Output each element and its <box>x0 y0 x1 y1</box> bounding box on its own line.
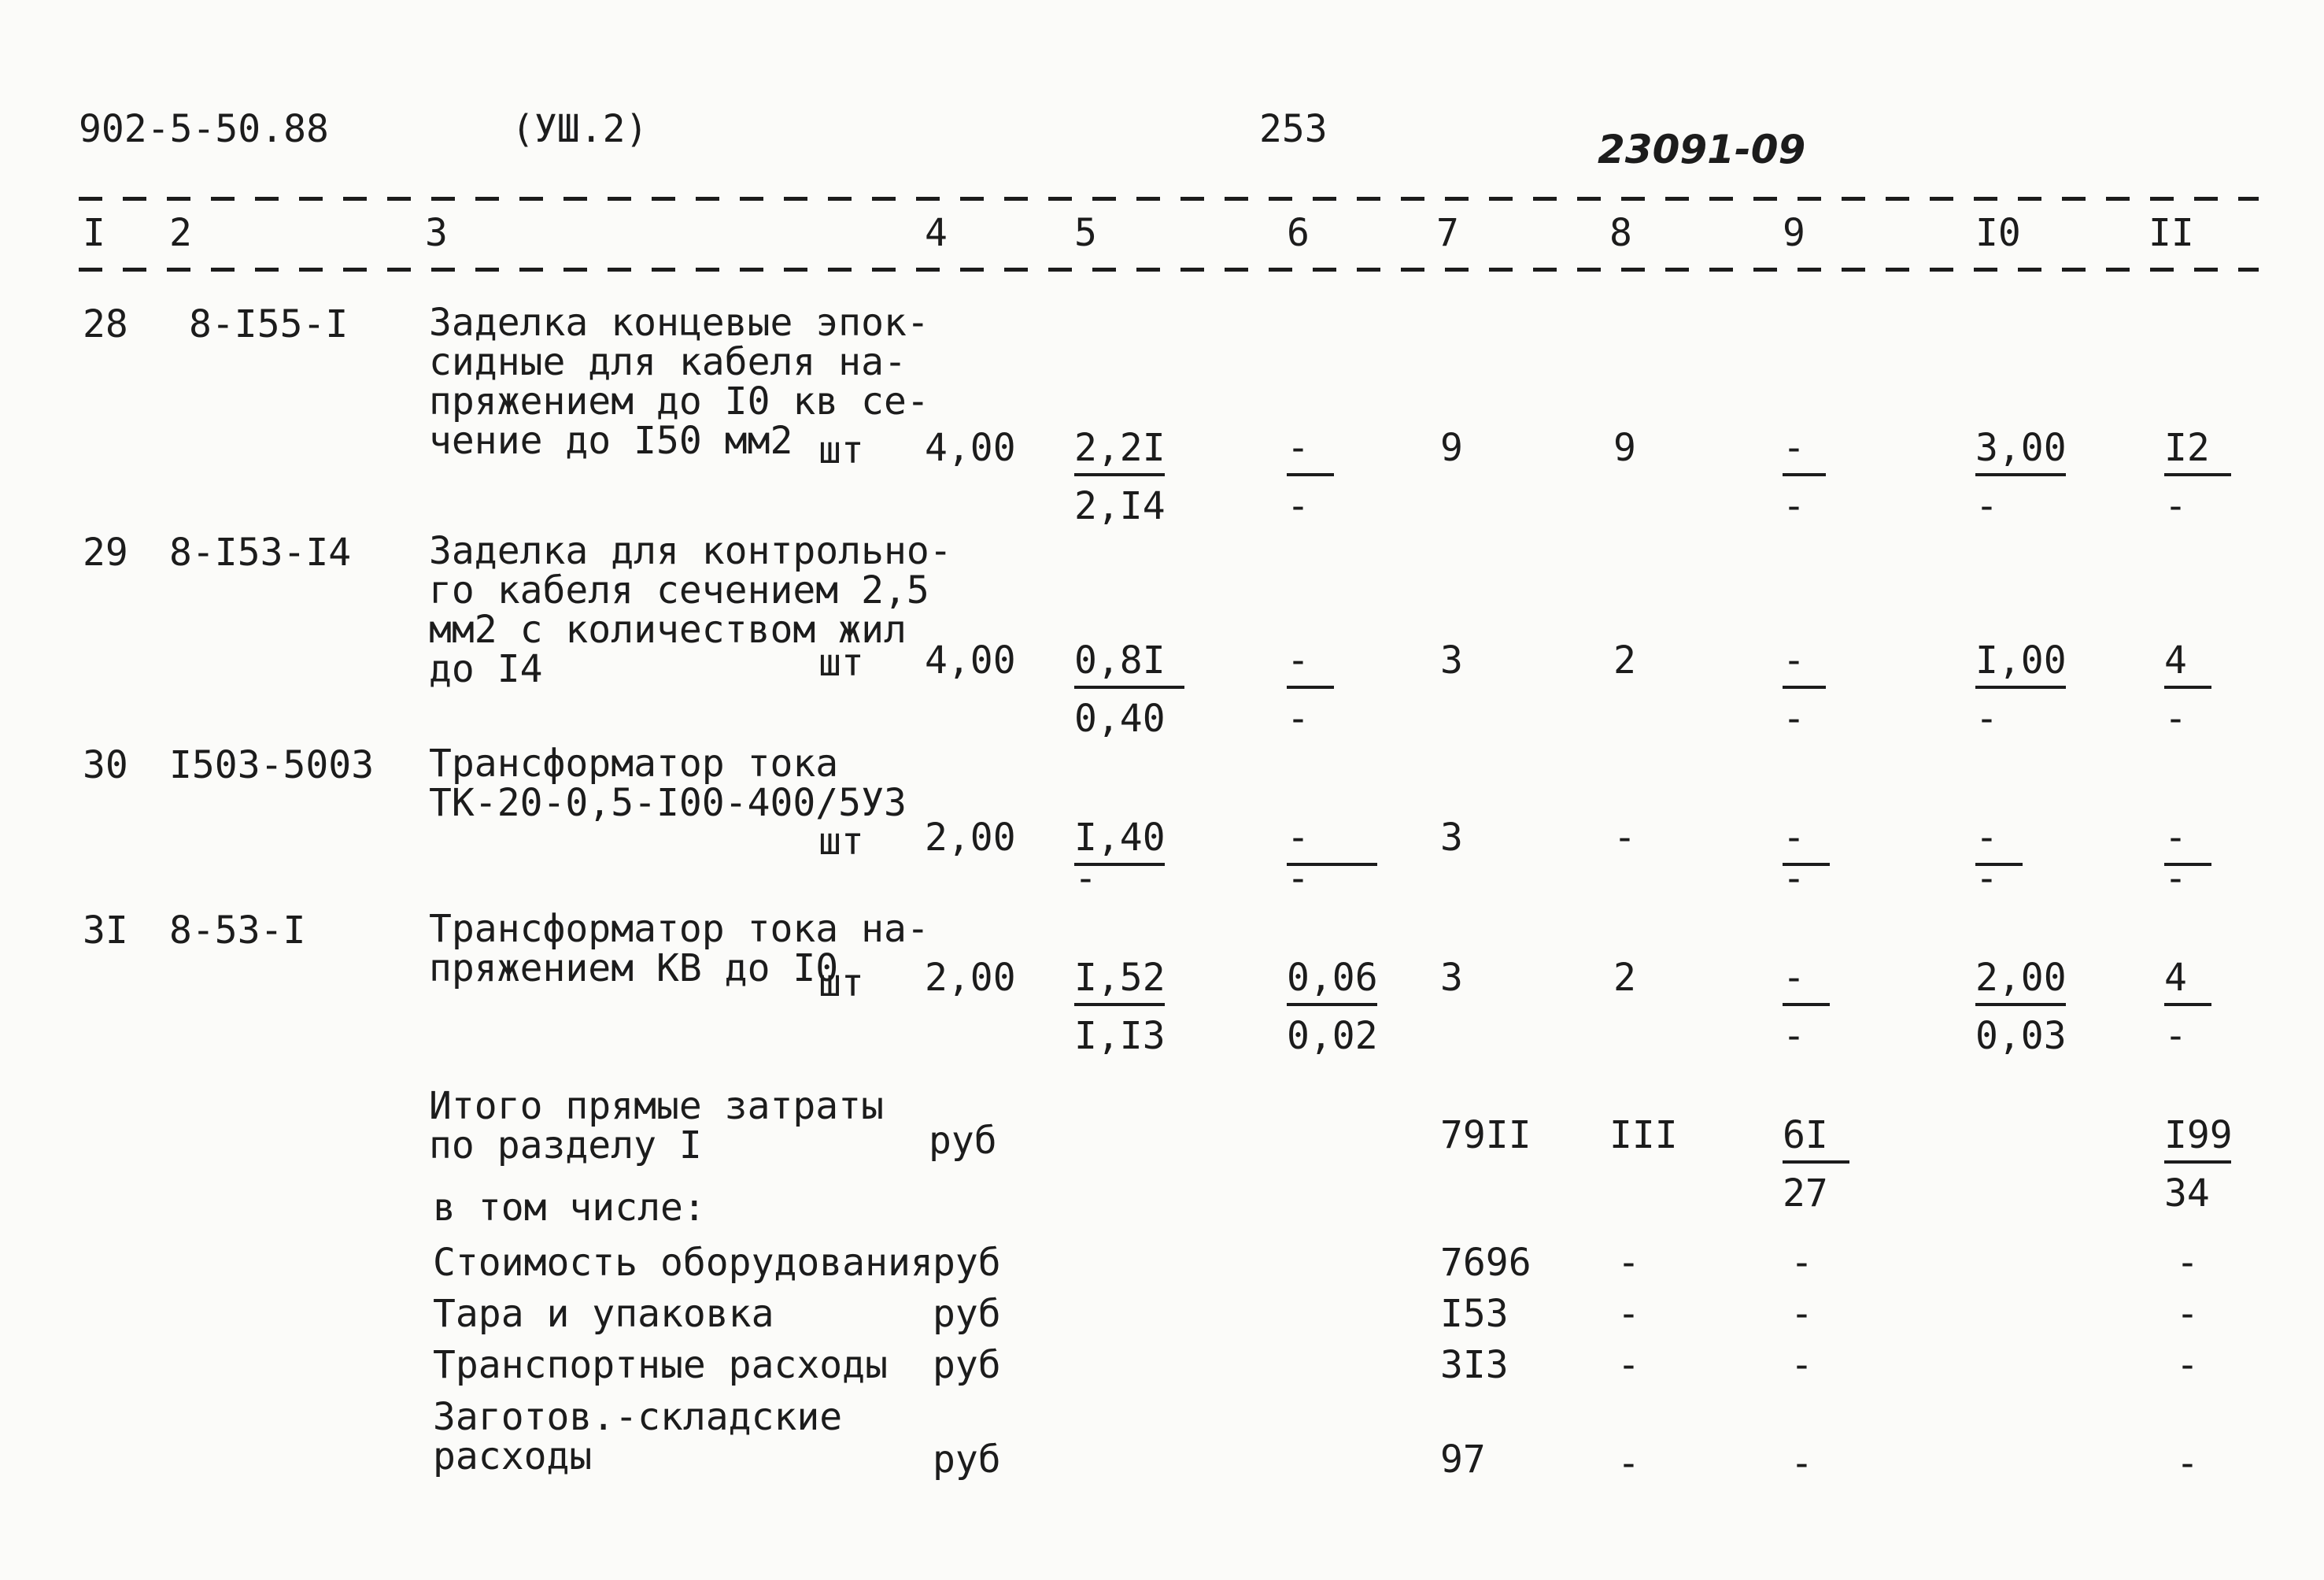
denominator: 0,03 <box>1975 1014 2067 1058</box>
column-header: 4 <box>925 211 948 255</box>
denominator: - <box>1975 484 1998 528</box>
item-description: Трансформатор тока ТК-20-0,5-I00-400/5УЗ <box>429 742 907 825</box>
column-header: I0 <box>1975 211 2021 255</box>
denominator: 0,40 <box>1074 697 1166 741</box>
numerator: 6I <box>1783 1113 1828 1157</box>
breakdown-cost: I53 <box>1440 1292 1509 1336</box>
fraction-bar <box>1074 686 1184 689</box>
breakdown-unit: руб <box>933 1241 1001 1285</box>
col6-fraction <box>1287 426 1405 528</box>
column-header: 7 <box>1436 211 1459 255</box>
unit-cost-fraction <box>1074 638 1192 741</box>
column-header: 9 <box>1783 211 1805 255</box>
inventory-stamp: 23091-09 <box>1598 127 1806 172</box>
total-cost: 3 <box>1440 638 1463 683</box>
col11-fraction <box>2164 816 2282 901</box>
breakdown-col9: - <box>1790 1441 1813 1486</box>
breakdown-col8: - <box>1617 1441 1640 1486</box>
item-description: Заделка для контрольно- го кабеля сечением 2,5 мм2 с количеством жил до I4 <box>429 529 952 691</box>
col6-fraction <box>1287 638 1405 741</box>
unit-cost-fraction <box>1074 426 1192 528</box>
numerator: 2,2I <box>1074 426 1166 470</box>
breakdown-col11: - <box>2176 1343 2199 1387</box>
price-code: 8-I55-I <box>189 302 349 346</box>
numerator: - <box>2164 816 2187 860</box>
totals-cost: 79II <box>1440 1113 1531 1157</box>
fraction-bar <box>1074 473 1165 476</box>
denominator: - <box>2164 484 2187 528</box>
fraction-bar <box>1287 686 1334 689</box>
breakdown-col9: - <box>1790 1343 1813 1387</box>
numerator: - <box>1783 426 1805 470</box>
fraction-bar <box>1783 1160 1849 1164</box>
fraction-bar <box>2164 1003 2211 1006</box>
denominator: - <box>1287 697 1310 741</box>
fraction-bar <box>1287 1003 1377 1006</box>
breakdown-col9: - <box>1790 1292 1813 1336</box>
col8-value: 2 <box>1613 638 1636 683</box>
section-number: (УШ.2) <box>512 107 648 151</box>
denominator: - <box>2164 1014 2187 1058</box>
denominator: 27 <box>1783 1171 1828 1216</box>
numerator: I,40 <box>1074 816 1166 860</box>
breakdown-label: Транспортные расходы <box>433 1343 888 1387</box>
numerator: - <box>1783 638 1805 683</box>
col11-fraction <box>2164 638 2282 741</box>
breakdown-col9: - <box>1790 1241 1813 1285</box>
column-header: 6 <box>1287 211 1310 255</box>
col9-fraction <box>1783 956 1901 1058</box>
denominator: - <box>1783 697 1805 741</box>
price-code: 8-I53-I4 <box>169 531 352 575</box>
col8-value: - <box>1613 816 1636 860</box>
breakdown-label: Тара и упаковка <box>433 1292 774 1336</box>
header-top-rule <box>79 197 2259 201</box>
denominator: 34 <box>2164 1171 2210 1216</box>
denominator: 0,02 <box>1287 1014 1378 1058</box>
total-cost: 3 <box>1440 956 1463 1000</box>
numerator: 4 <box>2164 638 2187 683</box>
breakdown-unit: руб <box>933 1292 1001 1336</box>
numerator: I99 <box>2164 1113 2233 1157</box>
numerator: - <box>1975 816 1998 860</box>
breakdown-label: Заготов.-складские расходы <box>433 1395 843 1478</box>
row-number: 3I <box>83 908 128 953</box>
fraction-bar <box>2164 686 2211 689</box>
denominator: - <box>1975 697 1998 741</box>
breakdown-col8: - <box>1617 1241 1640 1285</box>
breakdown-col11: - <box>2176 1241 2199 1285</box>
fraction-bar <box>2164 1160 2231 1164</box>
numerator: - <box>1783 956 1805 1000</box>
denominator: - <box>1287 857 1310 901</box>
col10-fraction <box>1975 956 2093 1058</box>
fraction-bar <box>1783 1003 1830 1006</box>
unit: шт <box>818 961 864 1005</box>
quantity: 2,00 <box>925 816 1016 860</box>
breakdown-cost: 97 <box>1440 1438 1486 1482</box>
price-code: I503-5003 <box>169 743 375 787</box>
denominator: - <box>1287 484 1310 528</box>
col9-fraction <box>1783 426 1901 528</box>
fraction-bar <box>1074 1003 1165 1006</box>
breakdown-col11: - <box>2176 1292 2199 1336</box>
item-description: Трансформатор тока на- пряжением КВ до I0 <box>429 907 929 990</box>
totals-col8: III <box>1609 1113 1678 1157</box>
numerator: - <box>1287 816 1310 860</box>
column-header: 8 <box>1609 211 1632 255</box>
numerator: I,52 <box>1074 956 1166 1000</box>
breakdown-col8: - <box>1617 1292 1640 1336</box>
denominator: - <box>1074 857 1097 901</box>
fraction-bar <box>1975 1003 2066 1006</box>
item-description: Заделка концевые эпок- сидные для кабеля на- пряжением до I0 кв се- чение до I50 мм2 <box>429 301 929 463</box>
document-code: 902-5-50.88 <box>79 107 329 151</box>
unit-cost-fraction <box>1074 956 1192 1058</box>
denominator: - <box>1783 857 1805 901</box>
denominator: 2,I4 <box>1074 484 1166 528</box>
denominator: - <box>2164 857 2187 901</box>
fraction-bar <box>1287 473 1334 476</box>
numerator: 0,06 <box>1287 956 1378 1000</box>
numerator: I2 <box>2164 426 2210 470</box>
fraction-bar <box>1975 473 2066 476</box>
unit: шт <box>818 641 864 685</box>
breakdown-label: Стоимость оборудования <box>433 1241 933 1285</box>
breakdown-unit: руб <box>933 1438 1001 1482</box>
unit-cost-fraction <box>1074 816 1192 901</box>
page-number: 253 <box>1259 107 1328 151</box>
col10-fraction <box>1975 426 2093 528</box>
denominator: I,I3 <box>1074 1014 1166 1058</box>
col10-fraction <box>1975 638 2093 741</box>
unit: шт <box>818 428 864 472</box>
breakdown-col11: - <box>2176 1441 2199 1486</box>
col11-fraction <box>2164 426 2282 528</box>
row-number: 29 <box>83 531 128 575</box>
row-number: 30 <box>83 743 128 787</box>
numerator: 2,00 <box>1975 956 2067 1000</box>
denominator: - <box>2164 697 2187 741</box>
totals-unit: руб <box>929 1119 997 1163</box>
breakdown-cost: 3I3 <box>1440 1343 1509 1387</box>
col10-fraction <box>1975 816 2093 901</box>
numerator: I,00 <box>1975 638 2067 683</box>
unit: шт <box>818 820 864 864</box>
totals-col9-fraction <box>1783 1113 1901 1216</box>
numerator: 0,8I <box>1074 638 1166 683</box>
col6-fraction <box>1287 816 1405 901</box>
numerator: 3,00 <box>1975 426 2067 470</box>
column-header: I <box>83 211 105 255</box>
column-header: 5 <box>1074 211 1097 255</box>
col9-fraction <box>1783 638 1901 741</box>
col8-value: 9 <box>1613 426 1636 470</box>
row-number: 28 <box>83 302 128 346</box>
column-header: II <box>2148 211 2194 255</box>
quantity: 4,00 <box>925 638 1016 683</box>
col11-fraction <box>2164 956 2282 1058</box>
denominator: - <box>1783 1014 1805 1058</box>
column-header: 2 <box>169 211 192 255</box>
numerator: - <box>1287 426 1310 470</box>
col8-value: 2 <box>1613 956 1636 1000</box>
breakdown-unit: руб <box>933 1343 1001 1387</box>
numerator: - <box>1287 638 1310 683</box>
totals-col11-fraction <box>2164 1113 2282 1216</box>
col6-fraction <box>1287 956 1405 1058</box>
fraction-bar <box>1975 686 2066 689</box>
denominator: - <box>1975 857 1998 901</box>
totals-label: Итого прямые затраты по разделу I <box>429 1084 884 1167</box>
quantity: 2,00 <box>925 956 1016 1000</box>
quantity: 4,00 <box>925 426 1016 470</box>
col9-fraction <box>1783 816 1901 901</box>
breakdown-col8: - <box>1617 1343 1640 1387</box>
total-cost: 3 <box>1440 816 1463 860</box>
fraction-bar <box>1783 473 1826 476</box>
denominator: - <box>1783 484 1805 528</box>
numerator: 4 <box>2164 956 2187 1000</box>
column-header: 3 <box>425 211 448 255</box>
fraction-bar <box>2164 473 2231 476</box>
numerator: - <box>1783 816 1805 860</box>
price-code: 8-53-I <box>169 908 306 953</box>
total-cost: 9 <box>1440 426 1463 470</box>
fraction-bar <box>1783 686 1826 689</box>
including-label: в том числе: <box>433 1186 706 1230</box>
breakdown-cost: 7696 <box>1440 1241 1531 1285</box>
header-bottom-rule <box>79 268 2259 272</box>
